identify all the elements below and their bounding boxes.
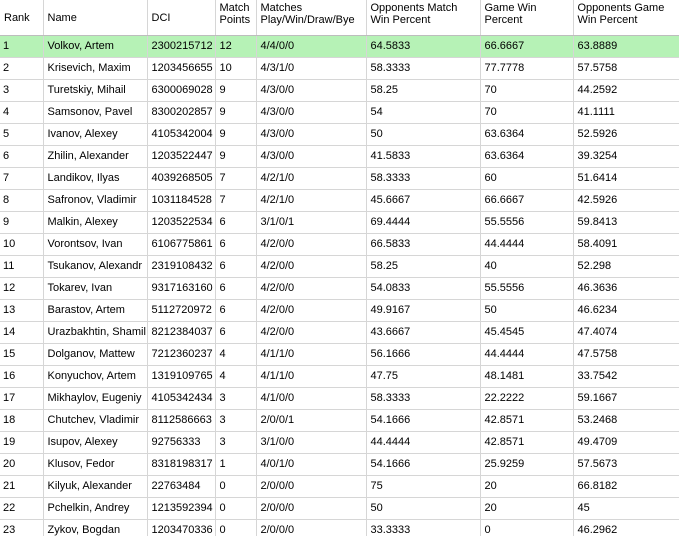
cell-opponents-match-win[interactable]: 69.4444: [366, 212, 480, 234]
cell-opponents-game-win[interactable]: 57.5673: [573, 454, 679, 476]
cell-opponents-game-win[interactable]: 45: [573, 498, 679, 520]
table-row[interactable]: [0, 80, 679, 102]
cell-matches[interactable]: 4/1/0/0: [256, 388, 366, 410]
cell-opponents-game-win[interactable]: 47.5758: [573, 344, 679, 366]
cell-opponents-match-win[interactable]: 58.25: [366, 256, 480, 278]
cell-opponents-game-win[interactable]: 66.8182: [573, 476, 679, 498]
cell-opponents-game-win[interactable]: 39.3254: [573, 146, 679, 168]
cell-dci[interactable]: 1203456655: [147, 58, 215, 80]
table-row[interactable]: [0, 190, 679, 212]
cell-rank[interactable]: 12: [0, 278, 43, 300]
table-row[interactable]: [0, 146, 679, 168]
table-row[interactable]: [0, 410, 679, 432]
cell-rank[interactable]: 13: [0, 300, 43, 322]
table-row[interactable]: [0, 124, 679, 146]
cell-opponents-match-win[interactable]: 54.1666: [366, 454, 480, 476]
cell-name[interactable]: Pchelkin, Andrey: [43, 498, 147, 520]
cell-match-points[interactable]: 9: [215, 102, 256, 124]
cell-name[interactable]: Barastov, Artem: [43, 300, 147, 322]
cell-name[interactable]: Konyuchov, Artem: [43, 366, 147, 388]
cell-opponents-match-win[interactable]: 33.3333: [366, 520, 480, 536]
cell-rank[interactable]: 17: [0, 388, 43, 410]
cell-rank[interactable]: 5: [0, 124, 43, 146]
cell-opponents-game-win[interactable]: 41.1111: [573, 102, 679, 124]
cell-rank[interactable]: 18: [0, 410, 43, 432]
cell-name[interactable]: Safronov, Vladimir: [43, 190, 147, 212]
cell-dci[interactable]: 5112720972: [147, 300, 215, 322]
cell-rank[interactable]: 1: [0, 36, 43, 58]
column-header-name[interactable]: Name: [43, 0, 147, 36]
cell-game-win[interactable]: 60: [480, 168, 573, 190]
cell-dci[interactable]: 1031184528: [147, 190, 215, 212]
cell-match-points[interactable]: 6: [215, 256, 256, 278]
cell-name[interactable]: Mikhaylov, Eugeniy: [43, 388, 147, 410]
cell-matches[interactable]: 4/3/0/0: [256, 146, 366, 168]
column-header-opponents-match-win[interactable]: Opponents Match Win Percent: [366, 0, 480, 36]
column-header-game-win[interactable]: Game Win Percent: [480, 0, 573, 36]
cell-game-win[interactable]: 45.4545: [480, 322, 573, 344]
table-row[interactable]: [0, 36, 679, 58]
cell-opponents-match-win[interactable]: 54.0833: [366, 278, 480, 300]
table-row[interactable]: [0, 256, 679, 278]
cell-name[interactable]: Vorontsov, Ivan: [43, 234, 147, 256]
cell-opponents-game-win[interactable]: 47.4074: [573, 322, 679, 344]
header-row: [0, 0, 679, 36]
cell-name[interactable]: Dolganov, Mattew: [43, 344, 147, 366]
cell-matches[interactable]: 2/0/0/0: [256, 476, 366, 498]
cell-opponents-game-win[interactable]: 58.4091: [573, 234, 679, 256]
cell-name[interactable]: Volkov, Artem: [43, 36, 147, 58]
cell-opponents-match-win[interactable]: 49.9167: [366, 300, 480, 322]
cell-game-win[interactable]: 63.6364: [480, 124, 573, 146]
cell-name[interactable]: Zhilin, Alexander: [43, 146, 147, 168]
cell-rank[interactable]: 20: [0, 454, 43, 476]
cell-name[interactable]: Zykov, Bogdan: [43, 520, 147, 536]
cell-opponents-game-win[interactable]: 33.7542: [573, 366, 679, 388]
cell-dci[interactable]: 8112586663: [147, 410, 215, 432]
cell-match-points[interactable]: 7: [215, 190, 256, 212]
cell-opponents-match-win[interactable]: 45.6667: [366, 190, 480, 212]
cell-rank[interactable]: 2: [0, 58, 43, 80]
cell-opponents-game-win[interactable]: 59.8413: [573, 212, 679, 234]
cell-dci[interactable]: 8212384037: [147, 322, 215, 344]
cell-match-points[interactable]: 9: [215, 80, 256, 102]
cell-match-points[interactable]: 1: [215, 454, 256, 476]
cell-game-win[interactable]: 55.5556: [480, 212, 573, 234]
table-row[interactable]: [0, 102, 679, 124]
cell-game-win[interactable]: 48.1481: [480, 366, 573, 388]
column-header-rank[interactable]: Rank: [0, 0, 43, 36]
cell-rank[interactable]: 14: [0, 322, 43, 344]
cell-matches[interactable]: 4/2/1/0: [256, 190, 366, 212]
cell-match-points[interactable]: 0: [215, 476, 256, 498]
cell-game-win[interactable]: 66.6667: [480, 190, 573, 212]
cell-rank[interactable]: 19: [0, 432, 43, 454]
cell-matches[interactable]: 4/1/1/0: [256, 344, 366, 366]
cell-opponents-game-win[interactable]: 63.8889: [573, 36, 679, 58]
cell-matches[interactable]: 4/2/0/0: [256, 256, 366, 278]
cell-name[interactable]: Klusov, Fedor: [43, 454, 147, 476]
cell-rank[interactable]: 7: [0, 168, 43, 190]
cell-name[interactable]: Samsonov, Pavel: [43, 102, 147, 124]
cell-match-points[interactable]: 6: [215, 278, 256, 300]
table-row[interactable]: [0, 366, 679, 388]
cell-dci[interactable]: 1203522534: [147, 212, 215, 234]
cell-match-points[interactable]: 3: [215, 432, 256, 454]
cell-game-win[interactable]: 0: [480, 520, 573, 536]
cell-name[interactable]: Tokarev, Ivan: [43, 278, 147, 300]
cell-dci[interactable]: 9317163160: [147, 278, 215, 300]
cell-match-points[interactable]: 9: [215, 124, 256, 146]
cell-rank[interactable]: 11: [0, 256, 43, 278]
cell-dci[interactable]: 22763484: [147, 476, 215, 498]
cell-matches[interactable]: 4/2/0/0: [256, 322, 366, 344]
cell-matches[interactable]: 4/2/1/0: [256, 168, 366, 190]
cell-opponents-game-win[interactable]: 53.2468: [573, 410, 679, 432]
cell-matches[interactable]: 4/3/0/0: [256, 80, 366, 102]
cell-rank[interactable]: 6: [0, 146, 43, 168]
cell-match-points[interactable]: 9: [215, 146, 256, 168]
cell-opponents-game-win[interactable]: 52.298: [573, 256, 679, 278]
cell-match-points[interactable]: 3: [215, 388, 256, 410]
cell-dci[interactable]: 1203522447: [147, 146, 215, 168]
cell-dci[interactable]: 1319109765: [147, 366, 215, 388]
table-row[interactable]: [0, 322, 679, 344]
cell-game-win[interactable]: 42.8571: [480, 432, 573, 454]
cell-opponents-match-win[interactable]: 66.5833: [366, 234, 480, 256]
cell-name[interactable]: Tsukanov, Alexandr: [43, 256, 147, 278]
cell-matches[interactable]: 4/3/0/0: [256, 124, 366, 146]
cell-rank[interactable]: 9: [0, 212, 43, 234]
cell-rank[interactable]: 3: [0, 80, 43, 102]
table-row[interactable]: [0, 212, 679, 234]
cell-dci[interactable]: 8318198317: [147, 454, 215, 476]
cell-match-points[interactable]: 6: [215, 322, 256, 344]
table-row[interactable]: [0, 432, 679, 454]
table-row[interactable]: [0, 498, 679, 520]
cell-dci[interactable]: 4039268505: [147, 168, 215, 190]
cell-rank[interactable]: 16: [0, 366, 43, 388]
cell-opponents-match-win[interactable]: 58.25: [366, 80, 480, 102]
table-row[interactable]: [0, 520, 679, 536]
column-header-dci[interactable]: DCI: [147, 0, 215, 36]
cell-match-points[interactable]: 0: [215, 498, 256, 520]
cell-name[interactable]: Kilyuk, Alexander: [43, 476, 147, 498]
cell-dci[interactable]: 7212360237: [147, 344, 215, 366]
cell-dci[interactable]: 92756333: [147, 432, 215, 454]
cell-opponents-match-win[interactable]: 50: [366, 498, 480, 520]
cell-game-win[interactable]: 55.5556: [480, 278, 573, 300]
column-header-match-points[interactable]: Match Points: [215, 0, 256, 36]
cell-matches[interactable]: 4/0/1/0: [256, 454, 366, 476]
cell-rank[interactable]: 8: [0, 190, 43, 212]
cell-name[interactable]: Turetskiy, Mihail: [43, 80, 147, 102]
cell-match-points[interactable]: 3: [215, 410, 256, 432]
cell-matches[interactable]: 4/1/1/0: [256, 366, 366, 388]
cell-matches[interactable]: 3/1/0/1: [256, 212, 366, 234]
cell-game-win[interactable]: 40: [480, 256, 573, 278]
cell-game-win[interactable]: 50: [480, 300, 573, 322]
cell-match-points[interactable]: 12: [215, 36, 256, 58]
cell-matches[interactable]: 4/3/1/0: [256, 58, 366, 80]
cell-opponents-game-win[interactable]: 46.2962: [573, 520, 679, 536]
cell-rank[interactable]: 4: [0, 102, 43, 124]
cell-dci[interactable]: 8300202857: [147, 102, 215, 124]
table-row[interactable]: [0, 476, 679, 498]
cell-name[interactable]: Urazbakhtin, Shamil: [43, 322, 147, 344]
cell-match-points[interactable]: 10: [215, 58, 256, 80]
cell-name[interactable]: Krisevich, Maxim: [43, 58, 147, 80]
cell-name[interactable]: Isupov, Alexey: [43, 432, 147, 454]
cell-opponents-match-win[interactable]: 47.75: [366, 366, 480, 388]
cell-match-points[interactable]: 6: [215, 300, 256, 322]
cell-match-points[interactable]: 4: [215, 344, 256, 366]
cell-matches[interactable]: 4/2/0/0: [256, 300, 366, 322]
cell-opponents-match-win[interactable]: 58.3333: [366, 58, 480, 80]
cell-game-win[interactable]: 66.6667: [480, 36, 573, 58]
cell-opponents-match-win[interactable]: 56.1666: [366, 344, 480, 366]
cell-opponents-game-win[interactable]: 52.5926: [573, 124, 679, 146]
cell-rank[interactable]: 21: [0, 476, 43, 498]
cell-game-win[interactable]: 77.7778: [480, 58, 573, 80]
cell-opponents-match-win[interactable]: 58.3333: [366, 168, 480, 190]
cell-matches[interactable]: 2/0/0/0: [256, 520, 366, 536]
cell-dci[interactable]: 2300215712: [147, 36, 215, 58]
cell-match-points[interactable]: 6: [215, 234, 256, 256]
cell-opponents-game-win[interactable]: 49.4709: [573, 432, 679, 454]
cell-rank[interactable]: 15: [0, 344, 43, 366]
cell-game-win[interactable]: 25.9259: [480, 454, 573, 476]
cell-matches[interactable]: 4/4/0/0: [256, 36, 366, 58]
cell-match-points[interactable]: 4: [215, 366, 256, 388]
cell-game-win[interactable]: 44.4444: [480, 234, 573, 256]
table-row[interactable]: [0, 388, 679, 410]
cell-matches[interactable]: 4/3/0/0: [256, 102, 366, 124]
cell-match-points[interactable]: 7: [215, 168, 256, 190]
cell-matches[interactable]: 3/1/0/0: [256, 432, 366, 454]
cell-opponents-game-win[interactable]: 57.5758: [573, 58, 679, 80]
cell-opponents-match-win[interactable]: 54.1666: [366, 410, 480, 432]
cell-match-points[interactable]: 0: [215, 520, 256, 536]
cell-name[interactable]: Malkin, Alexey: [43, 212, 147, 234]
table-row[interactable]: [0, 300, 679, 322]
table-row[interactable]: [0, 234, 679, 256]
cell-game-win[interactable]: 20: [480, 476, 573, 498]
cell-game-win[interactable]: 42.8571: [480, 410, 573, 432]
cell-rank[interactable]: 23: [0, 520, 43, 536]
cell-dci[interactable]: 2319108432: [147, 256, 215, 278]
cell-opponents-match-win[interactable]: 43.6667: [366, 322, 480, 344]
cell-opponents-game-win[interactable]: 51.6414: [573, 168, 679, 190]
cell-game-win[interactable]: 63.6364: [480, 146, 573, 168]
cell-rank[interactable]: 22: [0, 498, 43, 520]
cell-opponents-match-win[interactable]: 44.4444: [366, 432, 480, 454]
table-row[interactable]: [0, 454, 679, 476]
cell-dci[interactable]: 4105342434: [147, 388, 215, 410]
cell-dci[interactable]: 6106775861: [147, 234, 215, 256]
cell-opponents-game-win[interactable]: 46.3636: [573, 278, 679, 300]
cell-dci[interactable]: 1203470336: [147, 520, 215, 536]
cell-opponents-game-win[interactable]: 59.1667: [573, 388, 679, 410]
cell-opponents-game-win[interactable]: 46.6234: [573, 300, 679, 322]
cell-name[interactable]: Ivanov, Alexey: [43, 124, 147, 146]
cell-dci[interactable]: 6300069028: [147, 80, 215, 102]
column-header-matches[interactable]: Matches Play/Win/Draw/Bye: [256, 0, 366, 36]
cell-game-win[interactable]: 22.2222: [480, 388, 573, 410]
table-row[interactable]: [0, 278, 679, 300]
cell-match-points[interactable]: 6: [215, 212, 256, 234]
cell-opponents-match-win[interactable]: 54: [366, 102, 480, 124]
cell-opponents-match-win[interactable]: 75: [366, 476, 480, 498]
table-row[interactable]: [0, 168, 679, 190]
cell-matches[interactable]: 4/2/0/0: [256, 278, 366, 300]
cell-matches[interactable]: 2/0/0/0: [256, 498, 366, 520]
cell-name[interactable]: Chutchev, Vladimir: [43, 410, 147, 432]
cell-matches[interactable]: 2/0/0/1: [256, 410, 366, 432]
cell-dci[interactable]: 1213592394: [147, 498, 215, 520]
cell-game-win[interactable]: 70: [480, 80, 573, 102]
cell-matches[interactable]: 4/2/0/0: [256, 234, 366, 256]
cell-opponents-match-win[interactable]: 41.5833: [366, 146, 480, 168]
cell-name[interactable]: Landikov, Ilyas: [43, 168, 147, 190]
cell-game-win[interactable]: 44.4444: [480, 344, 573, 366]
cell-game-win[interactable]: 70: [480, 102, 573, 124]
cell-opponents-match-win[interactable]: 64.5833: [366, 36, 480, 58]
cell-dci[interactable]: 4105342004: [147, 124, 215, 146]
table-row[interactable]: [0, 58, 679, 80]
cell-opponents-game-win[interactable]: 42.5926: [573, 190, 679, 212]
table-row[interactable]: [0, 344, 679, 366]
cell-opponents-match-win[interactable]: 58.3333: [366, 388, 480, 410]
column-header-opponents-game-win[interactable]: Opponents Game Win Percent: [573, 0, 679, 36]
cell-opponents-game-win[interactable]: 44.2592: [573, 80, 679, 102]
cell-game-win[interactable]: 20: [480, 498, 573, 520]
cell-rank[interactable]: 10: [0, 234, 43, 256]
cell-opponents-match-win[interactable]: 50: [366, 124, 480, 146]
